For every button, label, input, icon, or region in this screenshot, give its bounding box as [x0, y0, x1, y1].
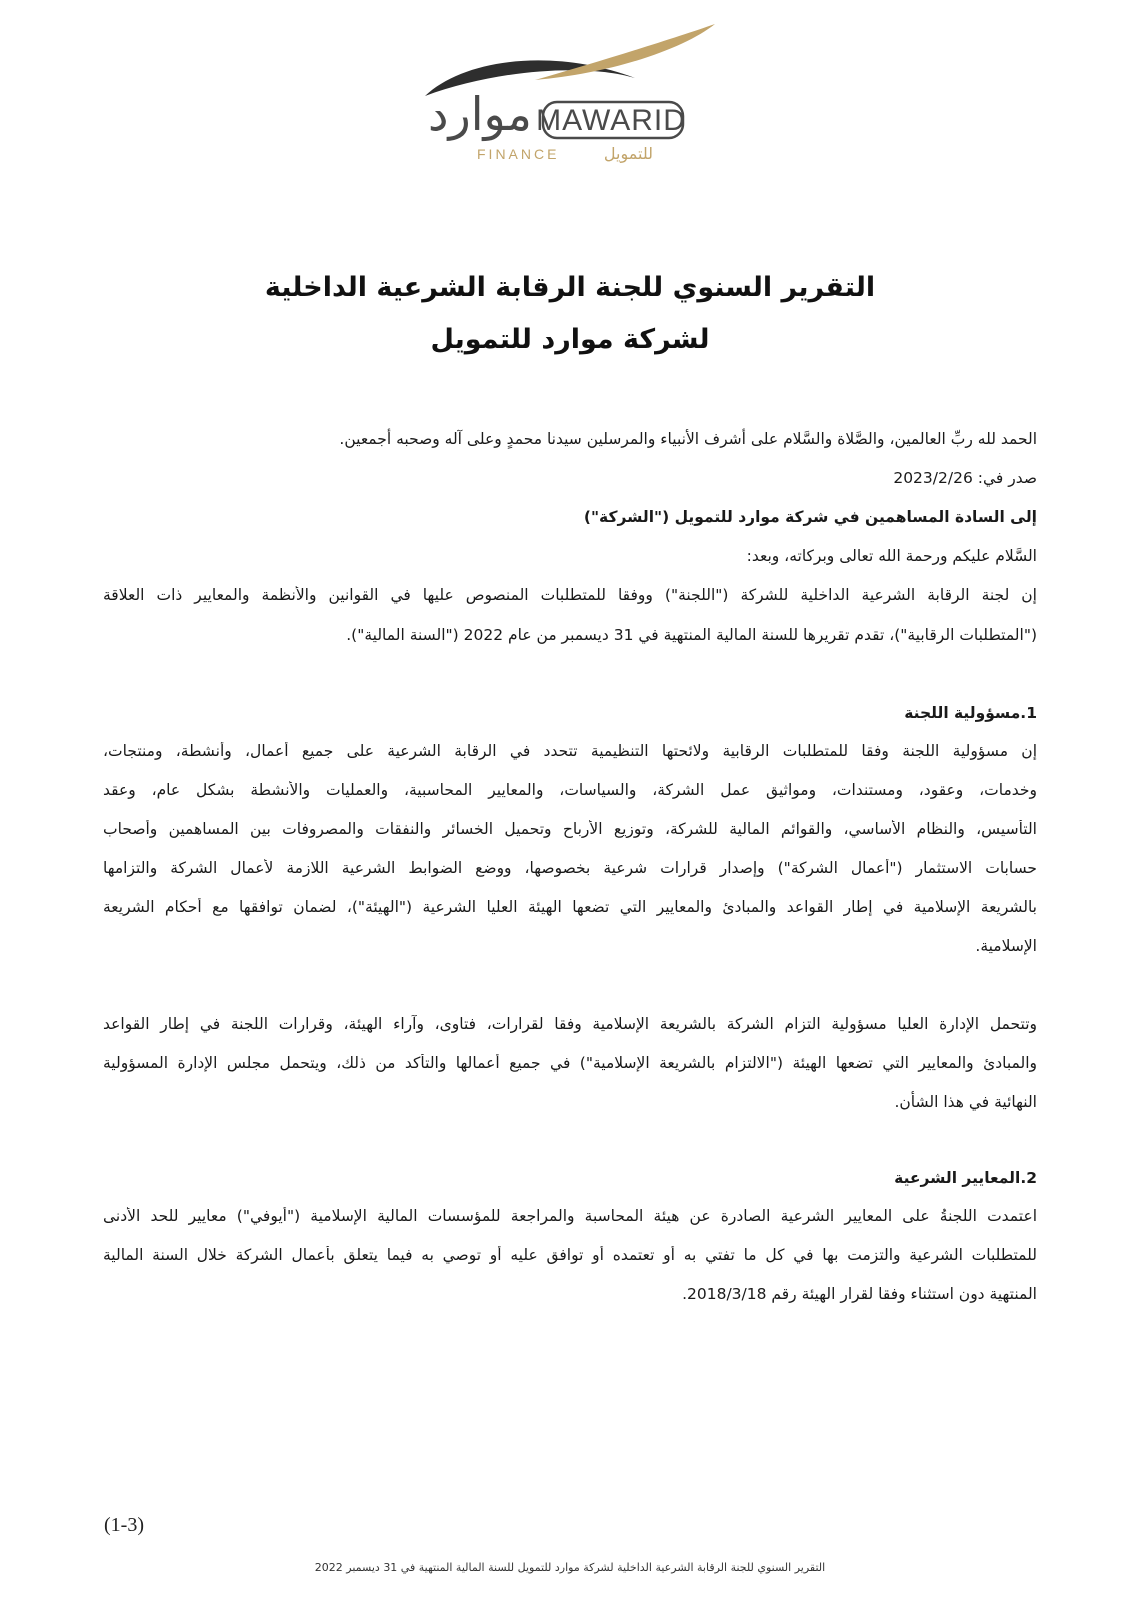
section2-paragraph-line: اعتمدت اللجنةُ على المعايير الشرعية الصادرة عن هيئة المحاسبة والمراجعة للمؤسسات المالية الإسلامية ("أيوفي") معايير للحد الأدنى	[103, 1207, 1037, 1225]
logo-swoosh-gold	[535, 24, 715, 80]
section1-paragraph-line: حسابات الاستثمار ("أعمال الشركة") وإصدار قرارات شرعية بخصوصها، ووضع الضوابط الشرعية اللازمة لأعمال الشركة والتزامها	[103, 859, 1037, 877]
section1-paragraph-line: إن مسؤولية اللجنة وفقا للمتطلبات الرقابية ولائحتها التنظيمية تتحدد في الرقابة الشرعية على جميع أعمال، وأنشطة، ومنتجات،	[103, 742, 1037, 760]
section1-paragraph-line: الإسلامية.	[975, 937, 1037, 955]
intro-paragraph-line: إن لجنة الرقابة الشرعية الداخلية للشركة ("اللجنة") ووفقا للمتطلبات المنصوص عليها في القوانين والأنظمة والمعايير ذات العلاقة	[103, 586, 1037, 604]
greeting: السَّلام عليكم ورحمة الله تعالى وبركاته، وبعد:	[746, 547, 1037, 565]
opening-praise: الحمد لله ربِّ العالمين، والصَّلاة والسَّلام على أشرف الأنبياء والمرسلين سيدنا محمدٍ وعلى آله وصحبه أجمعين.	[339, 430, 1037, 448]
addressee: إلى السادة المساهمين في شركة موارد للتمويل ("الشركة")	[583, 508, 1037, 526]
mawarid-finance-logo	[385, 18, 725, 168]
section1-paragraph2-line: النهائية في هذا الشأن.	[894, 1093, 1037, 1111]
report-title-line1: التقرير السنوي للجنة الرقابة الشرعية الداخلية	[264, 272, 876, 303]
section1-paragraph-line: التأسيس، والنظام الأساسي، والقوائم المالية للشركة، وتوزيع الأرباح وتحميل الخسائر والنفقات والمصروفات بين المساهمين وأصحاب	[103, 820, 1037, 838]
logo-latin-name: MAWARID	[536, 104, 686, 137]
page-number: (1-3)	[104, 1514, 144, 1536]
logo-finance-label: FINANCE	[477, 146, 560, 162]
section2-heading: 2.المعايير الشرعية	[894, 1169, 1037, 1187]
logo-arabic-tagline: للتمويل	[603, 144, 653, 163]
section1-paragraph2-line: وتتحمل الإدارة العليا مسؤولية التزام الشركة بالشريعة الإسلامية وفقا لقرارات، فتاوى، وآراء الهيئة، وقرارات اللجنة في إطار القواعد	[103, 1015, 1037, 1033]
section2-paragraph-line: للمتطلبات الشرعية والتزمت بها في كل ما تفتي به أو تعتمده أو توافق عليه أو توصي به فيما يتعلق بأعمال الشركة خلال السنة المالية	[103, 1246, 1037, 1264]
logo-arabic-name: موارد	[428, 87, 532, 141]
report-title-line2: لشركة موارد للتمويل	[430, 324, 710, 355]
section1-paragraph2-line: والمبادئ والمعايير التي تضعها الهيئة ("الالتزام بالشريعة الإسلامية") في جميع أعمالها والتأكد من ذلك، ويتحمل مجلس الإدارة المسؤولية	[103, 1054, 1037, 1072]
section1-paragraph-line: بالشريعة الإسلامية في إطار القواعد والمبادئ والمعايير التي تضعها الهيئة العليا الشرعية ("الهيئة")، لضمان توافقها مع أحكام الشريعة	[103, 898, 1037, 916]
page-footer: التقرير السنوي للجنة الرقابة الشرعية الداخلية لشركة موارد للتمويل للسنة المالية المنتهية في 31 ديسمبر 2022	[314, 1561, 826, 1574]
section1-paragraph-line: وخدمات، وعقود، ومستندات، ومواثيق عمل الشركة، والسياسات، والمعايير المحاسبية، والعمليات والأنشطة بشكل عام، وعقد	[103, 781, 1037, 799]
section1-heading: 1.مسؤولية اللجنة	[904, 704, 1037, 722]
section2-paragraph-line: المنتهية دون استثناء وفقا لقرار الهيئة رقم 2018/3/18.	[682, 1285, 1037, 1303]
issue-date: صدر في: 2023/2/26	[893, 469, 1037, 487]
intro-paragraph-line: ("المتطلبات الرقابية")، تقدم تقريرها للسنة المالية المنتهية في 31 ديسمبر من عام 2022 ("السنة المالية").	[346, 626, 1037, 644]
